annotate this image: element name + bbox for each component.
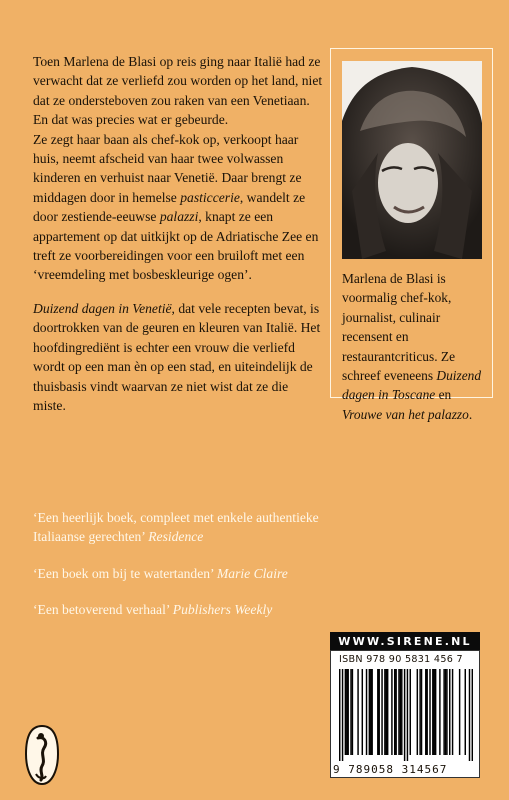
publisher-website[interactable]: WWW.SIRENE.NL (330, 632, 480, 650)
quote-text: ‘Een betoverend verhaal’ (33, 602, 173, 618)
body-text-run: Marlena de Blasi is voormalig chef-kok, journalist, culinair recensent en restaurantcriticus. Ze schreef eveneens (342, 271, 456, 384)
barcode-bar (439, 669, 440, 755)
author-bio (342, 269, 488, 424)
description-paragraph (33, 130, 323, 285)
barcode-bar (400, 669, 401, 755)
body-text-run: , wandelt ze door zestiende-eeuwse (33, 189, 306, 225)
italic-title-text: Vrouwe van het palazzo (342, 406, 469, 422)
barcode-bar (384, 669, 385, 755)
barcode-bar (398, 669, 399, 755)
back-cover-description (33, 52, 323, 415)
press-quote (33, 564, 323, 583)
quote-text: ‘Een boek om bij te watertanden’ (33, 565, 217, 581)
barcode-bar (417, 669, 418, 755)
barcode-bar (346, 669, 347, 755)
barcode-bar (370, 669, 371, 755)
quote-text: ‘Een heerlijk boek, compleet met enkele authentieke Italiaanse gerechten’ (33, 510, 319, 545)
italic-title-text: Duizend dagen in Toscane (342, 368, 482, 403)
sirene-mermaid-logo (24, 724, 60, 786)
italic-title-text: pasticcerie (180, 189, 240, 205)
barcode-bar (378, 669, 379, 755)
body-text-run: en (435, 387, 452, 403)
barcode-bar (419, 669, 420, 755)
barcode-bar (342, 669, 343, 761)
barcode-bar (350, 669, 351, 755)
body-text-run: . (468, 406, 473, 422)
barcode-bar (429, 669, 430, 755)
barcode-bar (369, 669, 370, 755)
barcode-bar (395, 669, 396, 755)
barcode-bar (362, 669, 363, 755)
body-text-run: Ze zegt haar baan als chef-kok op, verkoopt haar huis, neemt afscheid van haar twee volwassen kinderen en verhuist naar Venetië. Daar brengt ze middagen door in hemelse (33, 131, 302, 205)
barcode-bar (425, 669, 426, 755)
press-quote (33, 600, 323, 619)
barcode-bar (407, 669, 408, 761)
press-quotes (33, 508, 323, 637)
barcode-number: 9 789058 314567 (333, 763, 448, 776)
press-quote (33, 508, 323, 547)
barcode-bar (404, 669, 405, 761)
barcode-bar (432, 669, 433, 755)
barcode-bar (366, 669, 367, 755)
barcode-bar (386, 669, 387, 755)
barcode-bar (352, 669, 353, 755)
barcode-bar (391, 669, 392, 755)
barcode-bar (472, 669, 473, 761)
barcode-bar (446, 669, 447, 755)
description-paragraph (33, 52, 323, 130)
quote-source: Publishers Weekly (172, 602, 273, 618)
ean-barcode (339, 669, 473, 761)
barcode-bar (345, 669, 346, 755)
barcode-bar (357, 669, 358, 755)
barcode-box (330, 650, 480, 778)
body-text-run: , knapt ze een appartement op dat uitkijkt op de Adriatische Zee en treft ze voorbereidingen voor een bruiloft met een ‘vreemdeling met bosbeskleurige ogen’. (33, 209, 319, 283)
author-portrait-photo (342, 61, 482, 259)
isbn-label: ISBN 978 90 5831 456 7 (339, 654, 463, 665)
barcode-bar (401, 669, 402, 755)
quote-source: Residence (148, 529, 204, 545)
barcode-bar (394, 669, 395, 755)
barcode-bar (459, 669, 460, 755)
barcode-bar (445, 669, 446, 755)
barcode-bar (465, 669, 466, 755)
barcode-bar (469, 669, 470, 761)
barcode-bar (443, 669, 444, 755)
author-box (330, 48, 493, 422)
barcode-bar (339, 669, 340, 761)
barcode-bar (426, 669, 427, 755)
barcode-bar (381, 669, 382, 755)
barcode-bar (377, 669, 378, 755)
barcode-bar (371, 669, 372, 755)
barcode-bar (347, 669, 348, 755)
barcode-bar (421, 669, 422, 755)
barcode-bar (387, 669, 388, 755)
body-text-run: Toen Marlena de Blasi op reis ging naar Italië had ze verwacht dat ze verliefd zou worden op het land, niet dat ze ondersteboven zou raken van een Venetiaan. En dat was precies wat er gebeurde. (33, 54, 323, 128)
quote-source: Marie Claire (216, 565, 288, 581)
barcode-bar (410, 669, 411, 755)
italic-title-text: palazzi (159, 209, 199, 225)
italic-title-text: Duizend dagen in Venetië (33, 300, 172, 316)
barcode-bar (452, 669, 453, 755)
barcode-bar (434, 669, 435, 755)
barcode-bar (449, 669, 450, 755)
description-paragraph (33, 299, 323, 415)
barcode-bar (435, 669, 436, 755)
body-text-run: , dat vele recepten bevat, is doortrokken van de geuren en kleuren van Italië. Het hoofdingrediënt is echter een vrouw die verliefd wordt op een man èn op een stad, en uiteindelijk de thuisbasis vindt waarvan ze niet wist dat ze die miste. (33, 300, 321, 413)
